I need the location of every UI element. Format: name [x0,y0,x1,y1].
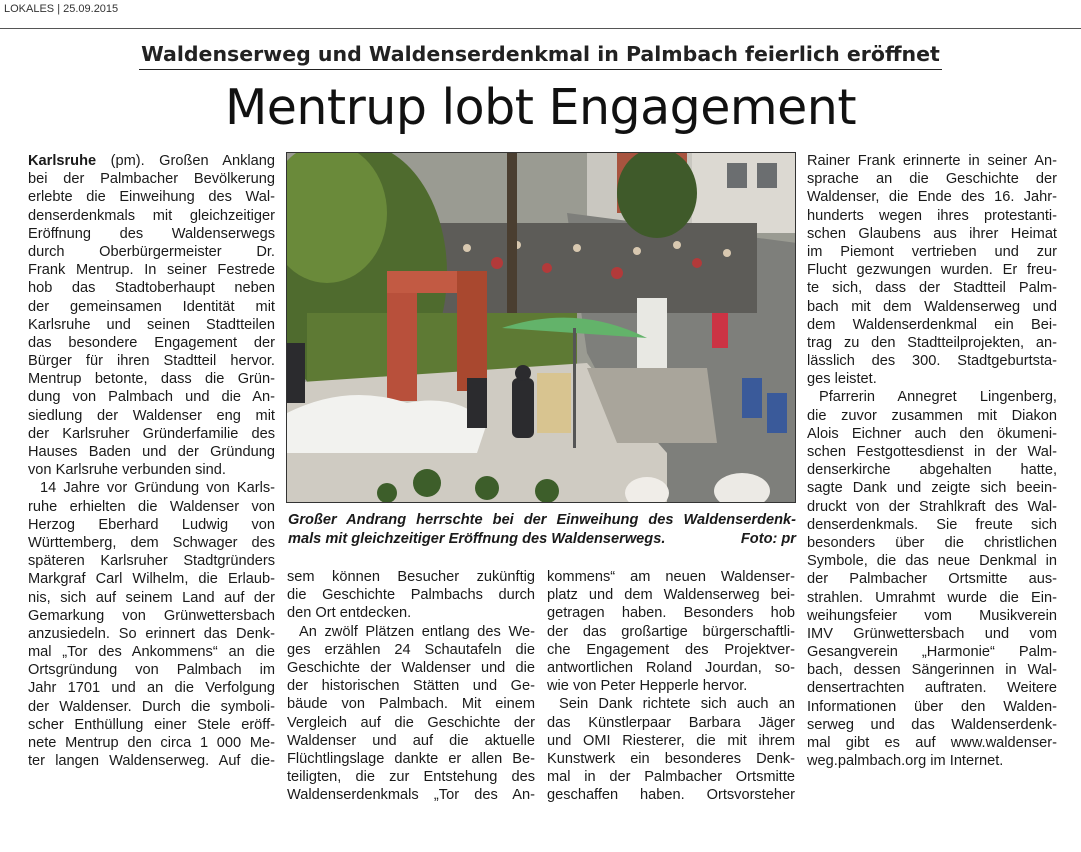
text-line: durch Oberbürgermeister Dr. [28,243,275,260]
text-line: der Palmbacher Ortsmitte aus- [807,571,1057,588]
photo-illustration [287,153,796,503]
text-line: und OMI Riesterer, die mit ihrem [547,732,795,749]
text-line-rest: (pm). Großen Anklang [96,153,275,169]
photo-caption [288,511,796,549]
text-line: Gemarkung von Grünwettersbach [28,607,275,624]
text-line: Vergleich auf die Geschichte der [287,714,535,731]
text-line: von Karlsruhe verbunden sind. [28,462,226,479]
text-line: nete Mentrup den circa 1 000 Me- [28,735,275,751]
section-date-header: LOKALES | 25.09.2015 [4,3,119,15]
text-line: erlebte die Einweihung des Wal- [28,189,275,206]
article-column-1 [28,152,275,770]
text-line: Symbole, die das neue Denkmal in [807,553,1057,570]
text-line: antwortlichen Roland Jourdan, so- [547,659,795,676]
text-line: anzusiedeln. So erinnert das Denk- [28,625,275,642]
text-line: Bürger für ihren Stadtteil hervor. [28,353,275,370]
text-line: denserkirche abgehalten hatte, [807,462,1057,479]
text-line: serweg und das Waldenserdenk- [807,716,1057,733]
text-line: An zwölf Plätzen entlang des We- [299,623,535,640]
article-column-4 [807,152,1057,770]
text-line: Mentrup betonte, dass die Grün- [28,371,275,388]
text-line: schen Festgottesdienst in der Wal- [807,444,1057,460]
text-line: strahlen. Umrahmt wurde die Ein- [807,589,1057,606]
text-line: Hauses Baden und der Gründung [28,444,275,460]
text-line: mal gibt es auf www.waldenser- [807,735,1057,751]
text-line: Geschichte der Waldenser und die [287,659,535,676]
text-line: Informationen über den Walden- [807,698,1057,715]
text-line: siedlung der Waldenser eng mit [28,407,275,424]
header-divider [0,28,1081,29]
text-line: dem Waldenserdenkmal ein Bei- [807,316,1057,333]
text-line: Flucht gezwungen wurden. Er freu- [807,262,1057,279]
text-line: Rainer Frank erinnerte in seiner An- [807,153,1057,169]
text-line: bach, dessen Sängerinnen in Wal- [807,662,1057,679]
article-column-2 [287,568,535,804]
caption-line [288,530,796,549]
text-line: schen Glaubens aus ihrer Heimat [807,225,1057,242]
text-line: denserdenkmals mit gleichzeitiger [28,207,275,224]
kicker [0,42,1081,66]
text-line: IMV Grünwettersbach und vom [807,625,1057,642]
text-line: mal „Tor des Ankommens“ an die [28,644,275,661]
text-line: Frank Mentrup. In seiner Festrede [28,262,275,279]
article-column-3 [547,568,795,804]
kicker-text: Waldenserweg und Waldenserdenkmal in Palmbach feierlich eröffnet [139,42,942,70]
text-line: che Engagement des Projektver- [547,641,795,658]
text-line: ges erzählen 24 Schautafeln die [287,641,535,658]
text-line: bäude von Palmbach. Mit einem [287,696,535,713]
caption-text: mals mit gleichzeitiger Eröffnung des Waldenserwegs. [288,531,666,547]
text-line: Waldenser, die Ende des 16. Jahr- [807,189,1057,206]
text-line: Gesangverein „Harmonie“ Palm- [807,644,1057,661]
text-line: geschaffen haben. Ortsvorsteher [547,787,795,804]
text-line: ges leistet. [807,371,877,388]
text-line: Pfarrerin Annegret Lingenberg, [819,389,1057,406]
text-line: weg.palmbach.org im Internet. [807,753,1004,770]
text-line: Ortsgründung von Palmbach im [28,662,275,679]
text-line: bei der Palmbacher Bevölkerung [28,171,275,188]
event-photo [286,152,796,503]
text-line: das besondere Engagement der [28,334,275,351]
text-line: densertrachten auftraten. Weitere [807,680,1057,697]
text-line: denserdenkmals. Sie freute sich [807,516,1057,533]
text-line: platz und dem Waldenserweg bei- [547,587,795,604]
photo-credit: Foto: pr [740,531,796,547]
text-line: sprache an die Geschichte der [807,171,1057,188]
text-line: den Ort entdecken. [287,605,412,622]
text-line: die Geschichte Palmbachs durch [287,587,535,604]
text-line: lässlich des 300. Stadtgeburtsta- [807,353,1057,370]
text-line: getragen haben. Besonders hob [547,605,795,622]
text-line: mal in der Palmbacher Ortsmitte [547,769,795,786]
text-line: weihungsfeier vom Musikverein [807,607,1057,624]
text-line: Waldenserdenkmals „Tor des An- [287,787,535,804]
text-line: teiligten, die zur Entstehung des [287,769,535,786]
text-line: Herzog Eberhard Ludwig von [28,516,275,533]
text-line: sagte Dank und zeigte sich beein- [807,480,1057,497]
text-line: ruhe erhielten die Waldenser von [28,498,275,515]
text-line: der Waldenser. Durch die symboli- [28,698,275,715]
text-line: bach mit dem Waldenserweg und [807,298,1057,315]
text-line: hob das Stadtoberhaupt neben [28,280,275,297]
text-line: besonders über die christlichen [807,534,1057,551]
text-line: Alois Eichner auch den ökumeni- [807,425,1057,442]
text-line: 14 Jahre vor Gründung von Karls- [40,480,275,497]
dateline: Karlsruhe [28,153,97,169]
text-line: sem können Besucher zukünftig [287,569,535,585]
text-line: der das großartige bürgerschaftli- [547,623,795,640]
text-line: Kunstwerk ein besonderes Denk- [547,750,795,767]
text-line: das Künstlerpaar Barbara Jäger [547,714,795,731]
text-line: Markgraf Carl Wilhelm, die Erlaub- [28,571,275,588]
text-line: Karlsruhe und seinen Stadtteilen [28,316,275,333]
text-line: nis, sich auf seinem Land auf der [28,589,275,606]
headline: Mentrup lobt Engagement [224,79,857,136]
text-line: Württemberg, dem Schwager des [28,534,275,551]
text-line: te sich, dass der Stadtteil Palm- [807,280,1057,297]
text-line: trag zu den Stadtteilprojekten, an- [807,334,1057,351]
text-line: Waldenser und auf die aktuelle [287,732,535,749]
text-line: druckt von der Strahlkraft des Wal- [807,498,1057,515]
caption-line: Großer Andrang herrschte bei der Einweihung des Waldenserdenk- [288,512,796,528]
text-line: kommens“ am neuen Waldenser- [547,569,795,585]
text-line: der historischen Stätten und Ge- [287,678,535,695]
text-line: der Karlsruher Gründerfamilie des [28,425,275,442]
text-line: späteren Karlsruher Stadtgründers [28,553,275,570]
text-line: der gemeinsamen Identität mit [28,298,275,315]
text-line: Sein Dank richtete sich auch an [559,696,795,713]
text-line: Eröffnung des Waldenserwegs [28,225,275,242]
text-line: Jahr 1701 und an die Verfolgung [28,680,275,697]
text-line: wie von Peter Hepperle hervor. [547,678,748,695]
text-line: scher Enthüllung einer Stele eröff- [28,716,275,733]
text-line: im Piemont vertrieben und zur [807,243,1057,260]
text-line: hunderts wegen ihres protestanti- [807,207,1057,224]
text-line: ter langen Waldenserweg. Auf die- [28,753,275,770]
text-line [28,152,275,170]
text-line: die zuvor zusammen mit Diakon [807,407,1057,424]
text-line: Flüchtlingslage dankte er allen Be- [287,750,535,767]
text-line: dung von Palmbach und die An- [28,389,275,406]
